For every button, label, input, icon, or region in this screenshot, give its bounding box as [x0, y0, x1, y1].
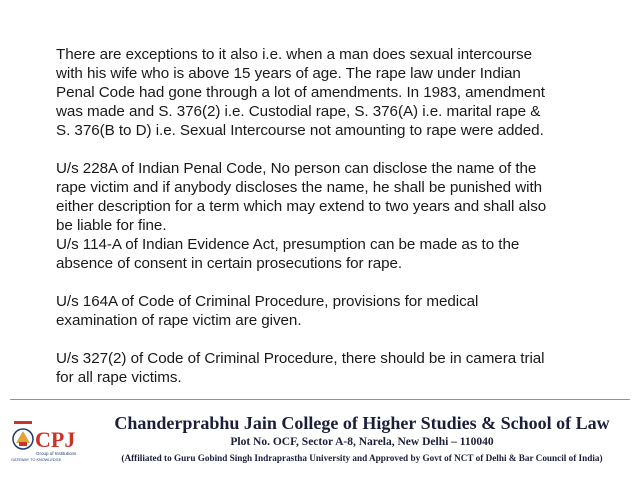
logo-text: CPJ — [35, 427, 76, 452]
college-logo-icon — [10, 417, 82, 463]
slide-footer — [0, 405, 638, 478]
college-address: Plot No. OCF, Sector A-8, Narela, New Delhi – 110040 — [230, 436, 494, 448]
footer-divider — [10, 399, 630, 400]
paragraph-section-164a: U/s 164A of Code of Criminal Procedure, provisions for medical examination of rape victim are given. — [56, 293, 479, 329]
slide-body — [56, 45, 626, 406]
paragraph-section-327-2: U/s 327(2) of Code of Criminal Procedure, there should be in camera trial for all rape victims. — [56, 350, 545, 386]
logo-tagline: GATEWAY TO KNOWLEDGE — [11, 458, 62, 462]
college-name: Chanderprabhu Jain College of Higher Studies & School of Law — [114, 413, 610, 433]
college-affiliation: (Affiliated to Guru Gobind Singh Indraprastha University and Approved by Govt of NCT of Delhi & Bar Council of India) — [121, 453, 603, 463]
paragraph-section-228a: U/s 228A of Indian Penal Code, No person can disclose the name of the rape victim and if anybody discloses the name, he shall be punished with either description for a term which may extend to two years and shall also be liable for fine. — [56, 160, 547, 234]
paragraph-exceptions: There are exceptions to it also i.e. when a man does sexual intercourse with his wife who is above 15 years of age. The rape law under Indian Penal Code had gone through a lot of amendments. In 1983, amendment was made and S. 376(2) i.e. Custodial rape, S. 376(A) i.e. marital rape & S. 376(B to D) i.e. Sexual Intercourse not amounting to rape were added. — [56, 46, 545, 139]
paragraph-section-114a: U/s 114-A of Indian Evidence Act, presumption can be made as to the absence of consent in certain prosecutions for rape. — [56, 236, 520, 272]
logo-subtext: Group of Institutions — [36, 451, 77, 456]
